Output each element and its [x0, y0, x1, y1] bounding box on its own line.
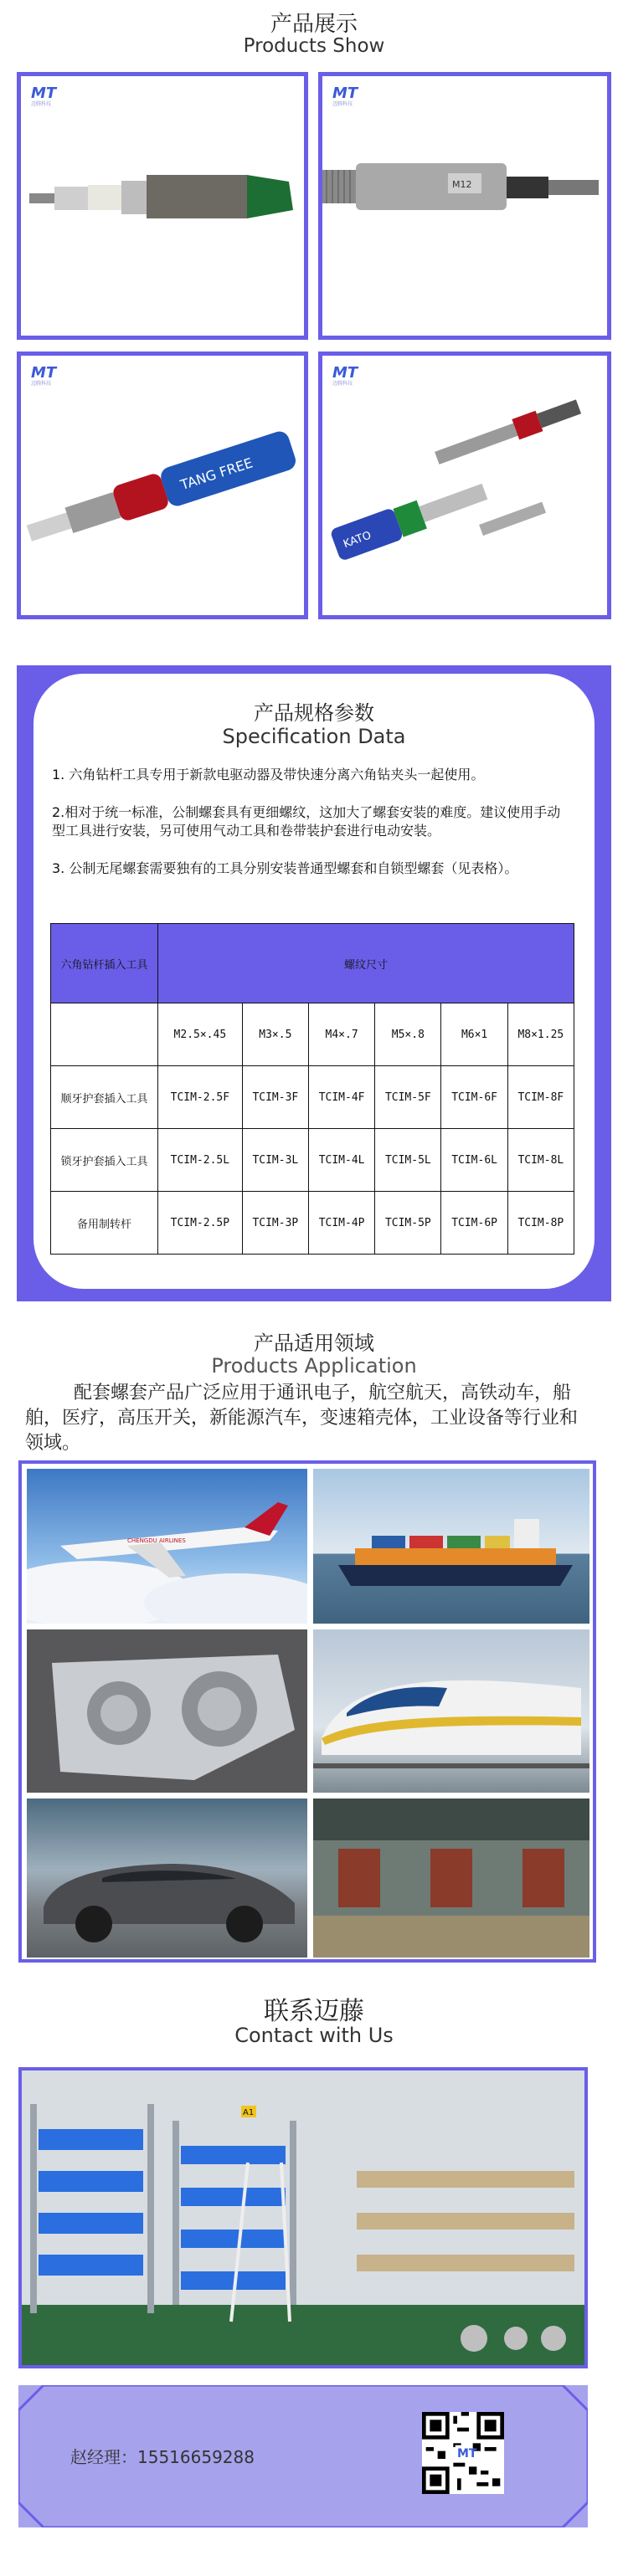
row-label: 锁牙护套插入工具: [51, 1129, 158, 1192]
insert-tool-blue-red-image: [21, 356, 304, 615]
gearbox-housing-image: [27, 1629, 307, 1793]
insert-tool-set-image: [322, 356, 607, 615]
table-cell: TCIM-2.5L: [158, 1129, 243, 1192]
table-cell: TCIM-6L: [441, 1129, 507, 1192]
warehouse-image: [18, 2067, 588, 2368]
products-show-title-cn: 产品展示: [270, 12, 358, 37]
table-cell: TCIM-6P: [441, 1192, 507, 1255]
table-cell: TCIM-3L: [242, 1129, 308, 1192]
table-cell: TCIM-8L: [507, 1129, 574, 1192]
table-cell: TCIM-6F: [441, 1066, 507, 1129]
table-cell: TCIM-2.5P: [158, 1192, 243, 1255]
table-cell: TCIM-3F: [242, 1066, 308, 1129]
contact-panel: [18, 2385, 588, 2527]
application-title-cn: 产品适用领域: [254, 1332, 374, 1355]
row-label: 备用制转杆: [51, 1192, 158, 1255]
qr-code-icon: [422, 2412, 504, 2494]
size-cell: M4×.7: [308, 1003, 374, 1066]
brand-logo: MT 迈腾科技: [332, 85, 358, 107]
table-row: [51, 1003, 574, 1066]
table-header-thread-size: 螺纹尺寸: [158, 924, 574, 1003]
row-label: 顺牙护套插入工具: [51, 1066, 158, 1129]
table-cell: TCIM-3P: [242, 1192, 308, 1255]
table-cell: TCIM-2.5F: [158, 1066, 243, 1129]
product-image-2: [318, 72, 611, 340]
brand-label: KATO: [342, 529, 373, 552]
table-cell: TCIM-5F: [375, 1066, 441, 1129]
brand-logo: MT 迈腾科技: [332, 364, 358, 387]
table-cell: TCIM-5L: [375, 1129, 441, 1192]
electric-car-image: [27, 1799, 307, 1958]
threaded-insert-tool-image: [322, 76, 607, 336]
products-show-title-en: Products Show: [243, 35, 385, 57]
table-row: [51, 1066, 574, 1129]
spec-title-cn: 产品规格参数: [254, 701, 374, 725]
high-speed-train-image: [313, 1629, 589, 1793]
hex-shank-tool-image: [21, 76, 304, 336]
product-image-3: [17, 352, 308, 619]
aviation-image: [27, 1469, 307, 1624]
brand-logo: MT 迈腾科技: [31, 364, 57, 387]
table-cell: TCIM-4P: [308, 1192, 374, 1255]
table-row: [51, 1192, 574, 1255]
brand-label: TANG FREE: [178, 454, 255, 494]
application-title-en: Products Application: [211, 1354, 417, 1378]
airline-livery-text: CHENGDU AIRLINES: [127, 1537, 186, 1544]
size-cell: M5×.8: [375, 1003, 441, 1066]
product-image-1: [17, 72, 308, 340]
size-cell: M2.5×.45: [158, 1003, 243, 1066]
brand-logo: MT 迈腾科技: [31, 85, 57, 107]
table-cell: TCIM-5P: [375, 1192, 441, 1255]
spec-paragraph-2: 2.相对于统一标准，公制螺套具有更细螺纹，这加大了螺套安装的难度。建议使用手动型工具进行安装，另可使用气动工具和卷带装护套进行电动安装。: [52, 804, 561, 839]
spec-table: [50, 923, 574, 1255]
table-row: [51, 1129, 574, 1192]
product-image-4: [318, 352, 611, 619]
table-cell: TCIM-8F: [507, 1066, 574, 1129]
contact-manager-phone: 赵经理：15516659288: [70, 2447, 255, 2467]
qr-center-logo: MT: [457, 2447, 477, 2461]
shipping-image: [313, 1469, 589, 1624]
size-cell: M8×1.25: [507, 1003, 574, 1066]
application-description: 配套螺套产品广泛应用于通讯电子，航空航天，高铁动车，船舶，医疗，高压开关，新能源汽车，变速箱壳体，工业设备等行业和领域。: [25, 1383, 579, 1454]
contact-title-en: Contact with Us: [234, 2024, 394, 2047]
spec-paragraph-3: 3. 公制无尾螺套需要独有的工具分别安装普通型螺套和自锁型螺套（见表格）。: [52, 860, 518, 876]
size-cell: M3×.5: [242, 1003, 308, 1066]
application-image-grid: [18, 1460, 596, 1963]
contact-title-cn: 联系迈藤: [264, 1997, 364, 2026]
table-cell: TCIM-4F: [308, 1066, 374, 1129]
shelf-sign: A1: [243, 2108, 255, 2117]
size-cell: M6×1: [441, 1003, 507, 1066]
size-mark: M12: [452, 179, 472, 190]
table-cell: TCIM-4L: [308, 1129, 374, 1192]
table-cell: TCIM-8P: [507, 1192, 574, 1255]
spec-paragraph-1: 1. 六角钻杆工具专用于新款电驱动器及带快速分离六角钻夹头一起使用。: [52, 767, 485, 783]
table-corner-cell: 六角钻杆插入工具: [51, 924, 158, 1003]
spec-title-en: Specification Data: [222, 725, 406, 748]
high-voltage-switch-image: [313, 1799, 589, 1958]
